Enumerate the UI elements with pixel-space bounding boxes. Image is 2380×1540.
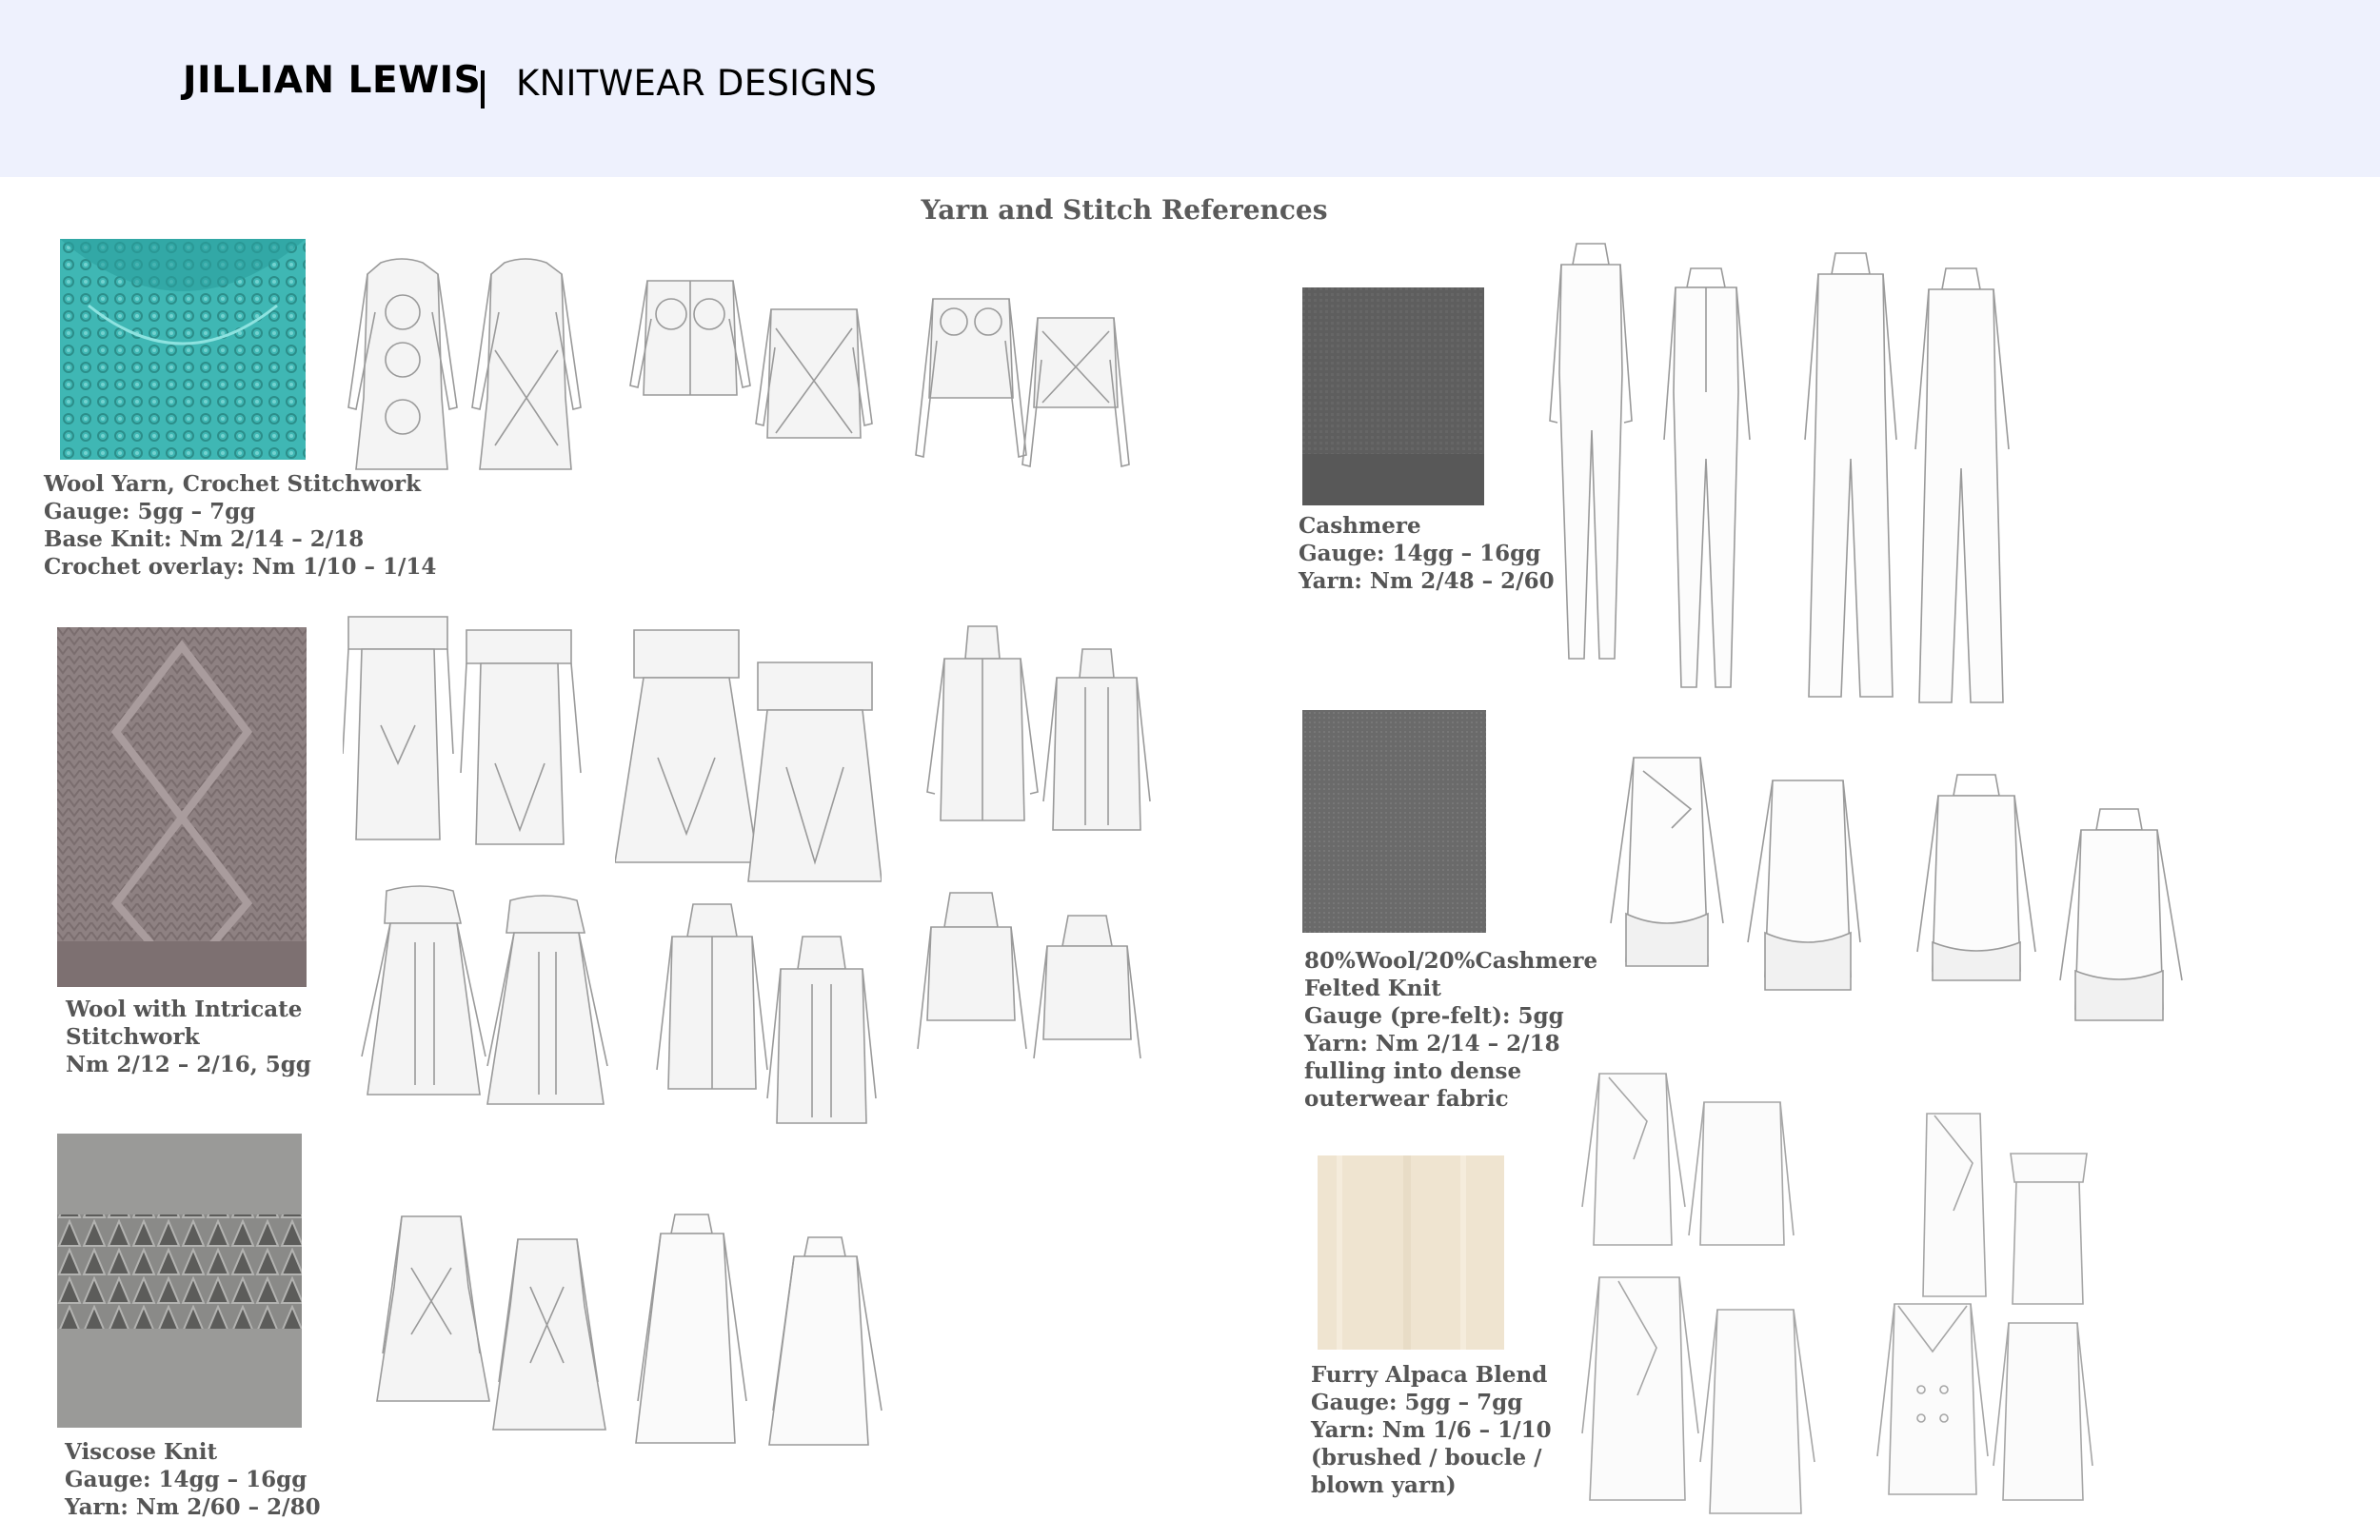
swatch-crochet: [60, 239, 306, 460]
sketch-felted-biker-jacket: [1605, 752, 1862, 997]
sketch-alpaca-vest: [1915, 1106, 2091, 1308]
caption-line: Yarn: Nm 2/60 – 2/80: [65, 1494, 321, 1520]
caption-line: Gauge (pre-felt): 5gg: [1304, 1003, 1564, 1029]
caption-felted: [1304, 947, 1597, 1113]
sketch-viscose-shift-dress: [632, 1211, 889, 1449]
sketch-viscose-lace-dress: [373, 1211, 615, 1439]
sketch-crochet-jacket: [628, 271, 876, 443]
collection-title: KNITWEAR DESIGNS: [516, 63, 878, 104]
swatch-cashmere: [1302, 287, 1484, 505]
caption-line: Gauge: 14gg – 16gg: [1299, 541, 1541, 566]
caption-line: blown yarn): [1311, 1472, 1457, 1498]
sketch-turtleneck-cardigan: [925, 621, 1154, 839]
caption-line: Base Knit: Nm 2/14 – 2/18: [44, 526, 365, 552]
swatch-viscose: [57, 1134, 302, 1428]
sketch-ruffle-cropped: [916, 887, 1144, 1068]
caption-line: (brushed / boucle /: [1311, 1445, 1542, 1471]
designer-name: JILLIAN LEWIS: [183, 59, 482, 102]
caption-line: Felted Knit: [1304, 976, 1441, 1001]
caption-line: outerwear fabric: [1304, 1086, 1509, 1112]
header-divider: [481, 70, 485, 109]
caption-line: Yarn: Nm 1/6 – 1/10: [1311, 1417, 1552, 1443]
sketch-alpaca-long-coat: [1580, 1272, 1818, 1517]
caption-line: Gauge: 5gg – 7gg: [1311, 1390, 1523, 1415]
caption-line: 80%Wool/20%Cashmere: [1304, 948, 1598, 974]
section-title: Yarn and Stitch References: [921, 194, 1328, 226]
sketch-felted-turtleneck: [1914, 771, 2190, 1024]
sketch-offshoulder-flare: [615, 624, 882, 886]
caption-line: Nm 2/12 – 2/16, 5gg: [66, 1052, 311, 1077]
sketch-cable-flare-dress: [358, 885, 621, 1114]
caption-line: Yarn: Nm 2/48 – 2/60: [1299, 568, 1555, 594]
caption-line: Crochet overlay: Nm 1/10 – 1/14: [44, 554, 437, 580]
caption-line: fulling into dense: [1304, 1058, 1522, 1084]
swatch-intricate-wool: [57, 627, 307, 987]
caption-alpaca: [1311, 1361, 1552, 1499]
header-banner: [0, 0, 2380, 177]
caption-line: Gauge: 14gg – 16gg: [65, 1467, 307, 1492]
sketch-alpaca-peacoat: [1875, 1294, 2094, 1504]
caption-cashmere: [1299, 512, 1555, 595]
caption-line: Furry Alpaca Blend: [1311, 1362, 1548, 1388]
caption-line: Wool Yarn, Crochet Stitchwork: [44, 471, 422, 497]
caption-intricate-wool: [66, 996, 311, 1078]
caption-line: Stitchwork: [66, 1024, 200, 1050]
caption-line: Gauge: 5gg – 7gg: [44, 499, 256, 524]
caption-line: Yarn: Nm 2/14 – 2/18: [1304, 1031, 1560, 1056]
sketch-crochet-dress: [343, 255, 590, 474]
caption-line: Wool with Intricate: [66, 997, 303, 1022]
sketch-cashmere-catsuit: [1548, 240, 1767, 693]
sketch-offshoulder-dress: [343, 611, 590, 849]
sketch-ruffle-cardigan: [655, 898, 880, 1127]
caption-viscose: [65, 1438, 321, 1521]
sketch-alpaca-cropped-jacket: [1580, 1064, 1795, 1254]
sketch-cashmere-jumpsuit: [1801, 249, 2018, 706]
caption-line: Viscose Knit: [65, 1439, 218, 1465]
caption-line: Cashmere: [1299, 513, 1421, 539]
caption-crochet: [44, 470, 436, 581]
sketch-crochet-cropped: [914, 293, 1152, 474]
swatch-alpaca: [1318, 1155, 1504, 1350]
swatch-felted: [1302, 710, 1486, 933]
